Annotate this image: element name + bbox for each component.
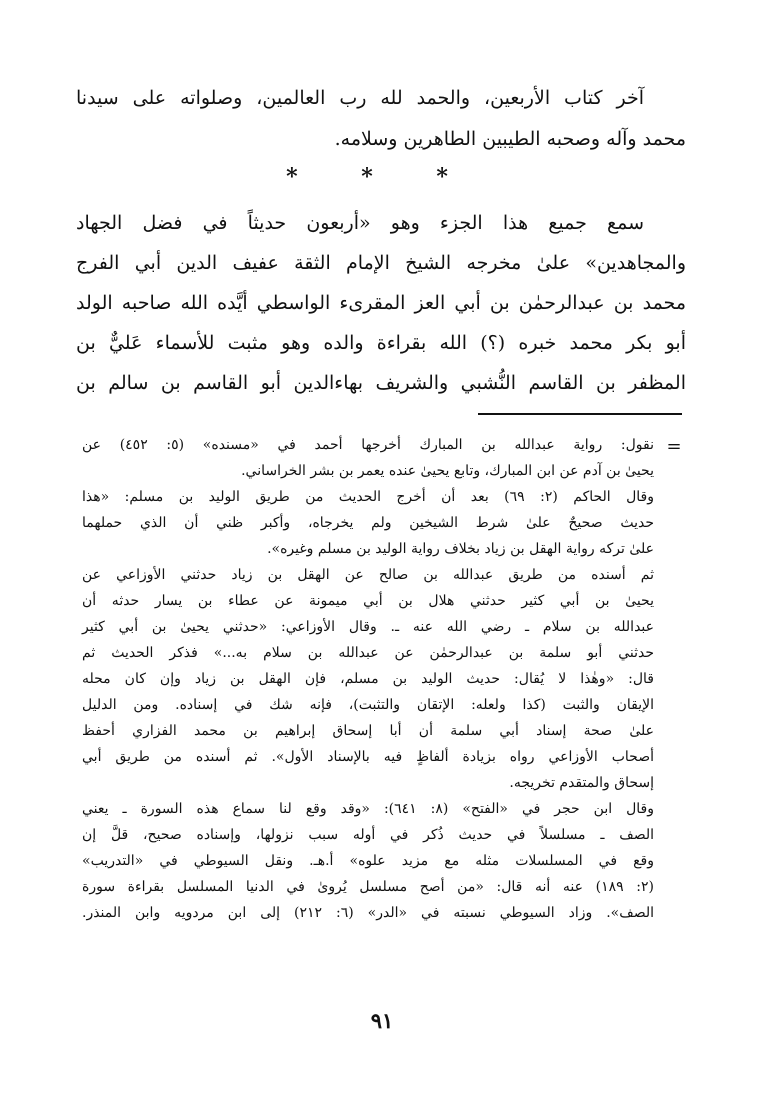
footnote-line: يحيىٰ بن آدم عن ابن المبارك، وتابع يحيىٰ عنده يعمر بن بشر الخراساني.	[241, 463, 654, 479]
footnote-line: حدثني أبو سلمة بن عبدالرحمٰن عن عبدالله بن سلام به...» فذكر الحديث ثم	[82, 645, 654, 661]
footnote-line: ثم أسنده من طريق عبدالله بن صالح عن الهقل بن زياد حدثني الأوزاعي عن	[82, 567, 654, 583]
section-separator: * * *	[286, 164, 476, 190]
closing-paragraph	[76, 78, 686, 160]
footnote-line: قال: «وهٰذا لا يُقال: حديث الوليد بن مسلم، فإن الهقل بن زياد وإن كان محله	[82, 671, 654, 687]
footnote-line: وقال الحاكم (٢: ٦٩) بعد أن أخرج الحديث من طريق الوليد بن مسلم: «هذا	[82, 489, 655, 505]
footnotes	[82, 432, 654, 926]
text-line: سمع جميع هذا الجزء وهو «أربعون حديثاً في فضل الجهاد	[76, 212, 644, 234]
text-line: المظفر بن القاسم النُّشبي والشريف بهاءالدين أبو القاسم بن سالم بن	[76, 372, 686, 394]
footnote-line: إسحاق والمتقدم تخريجه.	[509, 775, 654, 791]
footnote-line: حديث صحيحٌ علىٰ شرط الشيخين ولم يخرجاه، وأكبر ظني أن الذي حملهما	[82, 515, 654, 531]
footnote-line: (٢: ١٨٩) عنه أنه قال: «من أصح مسلسل يُروىٰ في الدنيا المسلسل بقراءة سورة	[82, 879, 654, 895]
page-number: ٩١	[370, 1008, 394, 1033]
footnote-line: علىٰ صحة إسناد أبي سلمة أن أبا إسحاق إبراهيم بن محمد الفزاري أحفظ	[82, 723, 654, 739]
footnote-line: نقول: رواية عبدالله بن المبارك أخرجها أحمد في «مسنده» (٥: ٤٥٢) عن	[82, 437, 654, 453]
footnote-divider	[478, 413, 682, 415]
text-line: أبو بكر محمد خبره (؟) الله بقراءة والده وهو مثبت للأسماء عَليٌّ بن	[76, 332, 686, 354]
audition-note-paragraph	[76, 203, 686, 403]
footnote-line: أصحاب الأوزاعي رواه بزيادة ألفاظٍ فيه بالإسناد الأول». ثم أسنده من طريق أبي	[82, 749, 654, 765]
footnote-line: الصف». وزاد السيوطي نسبته في «الدر» (٦: ٢١٢) إلى ابن مردويه وابن المنذر.	[82, 905, 655, 921]
text-line: والمجاهدين» علىٰ مخرجه الشيخ الإمام الثقة عفيف الدين أبي الفرج	[76, 252, 686, 274]
footnote-line: علىٰ تركه رواية الهقل بن زياد بخلاف رواية الوليد بن مسلم وغيره».	[267, 541, 654, 557]
footnote-line: عبدالله بن سلام ـ رضي الله عنه ـ. وقال الأوزاعي: «حدثني يحيىٰ بن أبي كثير	[82, 619, 654, 635]
text-line: آخر كتاب الأربعين، والحمد لله رب العالمين، وصلواته على سيدنا	[76, 87, 644, 109]
footnote-line: يحيىٰ بن أبي كثير حدثني هلال بن أبي ميمونة عن عطاء بن يسار حدثه أن	[82, 593, 654, 609]
footnote-line: الإيقان والثبت (كذا ولعله: الإتقان والتثبت)، فإنه شك في إسناده. ومن الدليل	[82, 697, 654, 713]
footnote-line: الصف ـ مسلسلاً في حديث ذُكر في أوله سبب نزولها، وإسناده صحيح، قلَّ إن	[82, 827, 654, 843]
text-line: محمد بن عبدالرحمٰن بن أبي العز المقرىء الواسطي أيَّده الله صاحبه الولد	[76, 292, 686, 314]
footnote-line: وقال ابن حجر في «الفتح» (٨: ٦٤١): «وقد وقع لنا سماع هذه السورة ـ يعني	[82, 801, 654, 817]
footnote-line: وقع في المسلسلات مثله مع مزيد علوه» أ.هـ. ونقل السيوطي في «التدريب»	[82, 853, 654, 869]
text-line: محمد وآله وصحبه الطيبين الطاهرين وسلامه.	[334, 128, 686, 150]
footnote-continuation-marker: =	[666, 436, 682, 457]
